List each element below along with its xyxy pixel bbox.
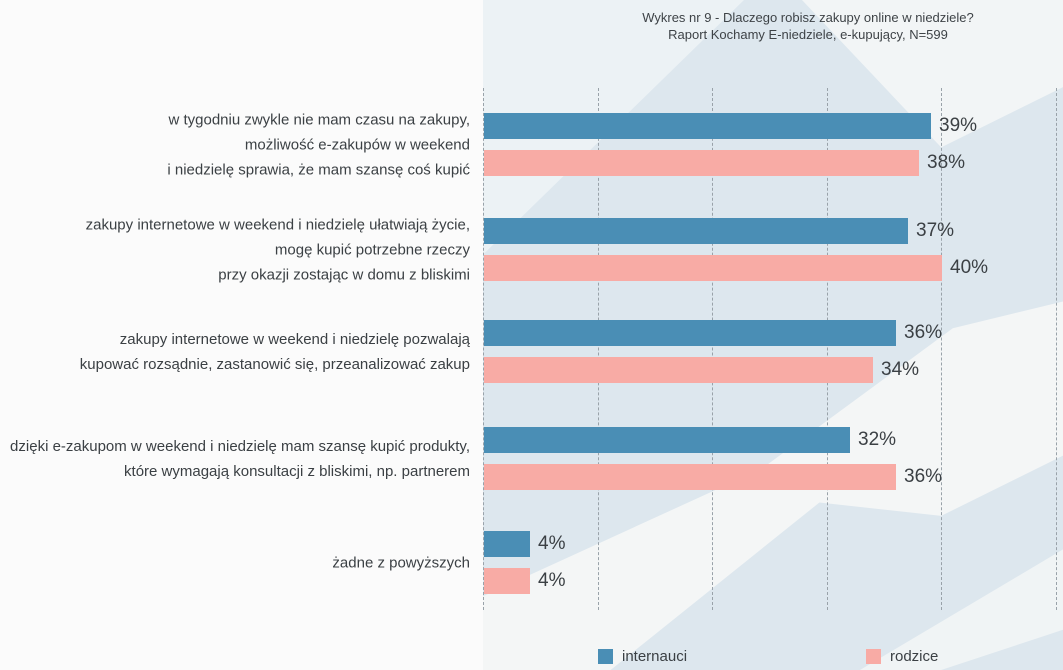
legend-item-internauci	[598, 648, 687, 665]
bar-internauci	[484, 531, 530, 557]
category-label-line: dzięki e-zakupom w weekend i niedzielę mam szansę kupić produkty,	[10, 437, 470, 455]
bar-rodzice	[484, 255, 942, 281]
category-label-line: mogę kupić potrzebne rzeczy	[274, 241, 470, 258]
value-label-rodzice: 34%	[881, 359, 920, 380]
gridline-50pct	[1056, 88, 1057, 610]
category-label-line: zakupy internetowe w weekend i niedzielę ułatwiają życie,	[85, 216, 470, 233]
bar-internauci	[484, 218, 908, 244]
value-label-internauci: 39%	[939, 115, 978, 136]
category-label	[0, 327, 470, 377]
category-label-line: które wymagają konsultacji z bliskimi, np. partnerem	[124, 462, 470, 480]
bar-internauci	[484, 113, 931, 139]
legend-swatch-rodzice	[866, 649, 881, 664]
legend-swatch-internauci	[598, 649, 613, 664]
chart-title-line1: Wykres nr 9 - Dlaczego robisz zakupy online w niedziele?	[642, 10, 974, 25]
value-label-internauci: 36%	[904, 322, 943, 343]
category-label-line: w tygodniu zwykle nie mam czasu na zakupy,	[168, 111, 470, 128]
category-label-line: kupować rozsądnie, zastanowić się, przeanalizować zakup	[79, 355, 470, 373]
category-label	[0, 434, 470, 484]
bar-internauci	[484, 320, 896, 346]
bar-rodzice	[484, 150, 919, 176]
bar-rodzice	[484, 464, 896, 490]
category-label	[0, 212, 470, 287]
category-label-line: przy okazji zostając w domu z bliskimi	[218, 266, 470, 283]
category-label-line: i niedzielę sprawia, że mam szansę coś kupić	[167, 161, 470, 178]
bar-rodzice	[484, 357, 873, 383]
category-label-line: zakupy internetowe w weekend i niedzielę pozwalają	[119, 330, 470, 348]
legend-label: internauci	[622, 648, 688, 665]
legend-label: rodzice	[890, 648, 939, 665]
category-label-line: żadne z powyższych	[332, 554, 470, 571]
value-label-internauci: 37%	[916, 220, 955, 241]
legend-item-rodzice	[866, 648, 938, 665]
category-label	[0, 107, 470, 182]
value-label-internauci: 32%	[858, 429, 897, 450]
bar-rodzice	[484, 568, 530, 594]
category-label	[0, 550, 470, 575]
value-label-rodzice: 4%	[538, 570, 566, 591]
value-label-rodzice: 40%	[950, 257, 989, 278]
category-label-line: możliwość e-zakupów w weekend	[244, 136, 470, 153]
value-label-rodzice: 36%	[904, 466, 943, 487]
bar-internauci	[484, 427, 850, 453]
chart-title-line2: Raport Kochamy E-niedziele, e-kupujący, N=599	[668, 27, 948, 42]
chart-title	[553, 9, 1063, 43]
value-label-internauci: 4%	[538, 533, 566, 554]
value-label-rodzice: 38%	[927, 152, 966, 173]
